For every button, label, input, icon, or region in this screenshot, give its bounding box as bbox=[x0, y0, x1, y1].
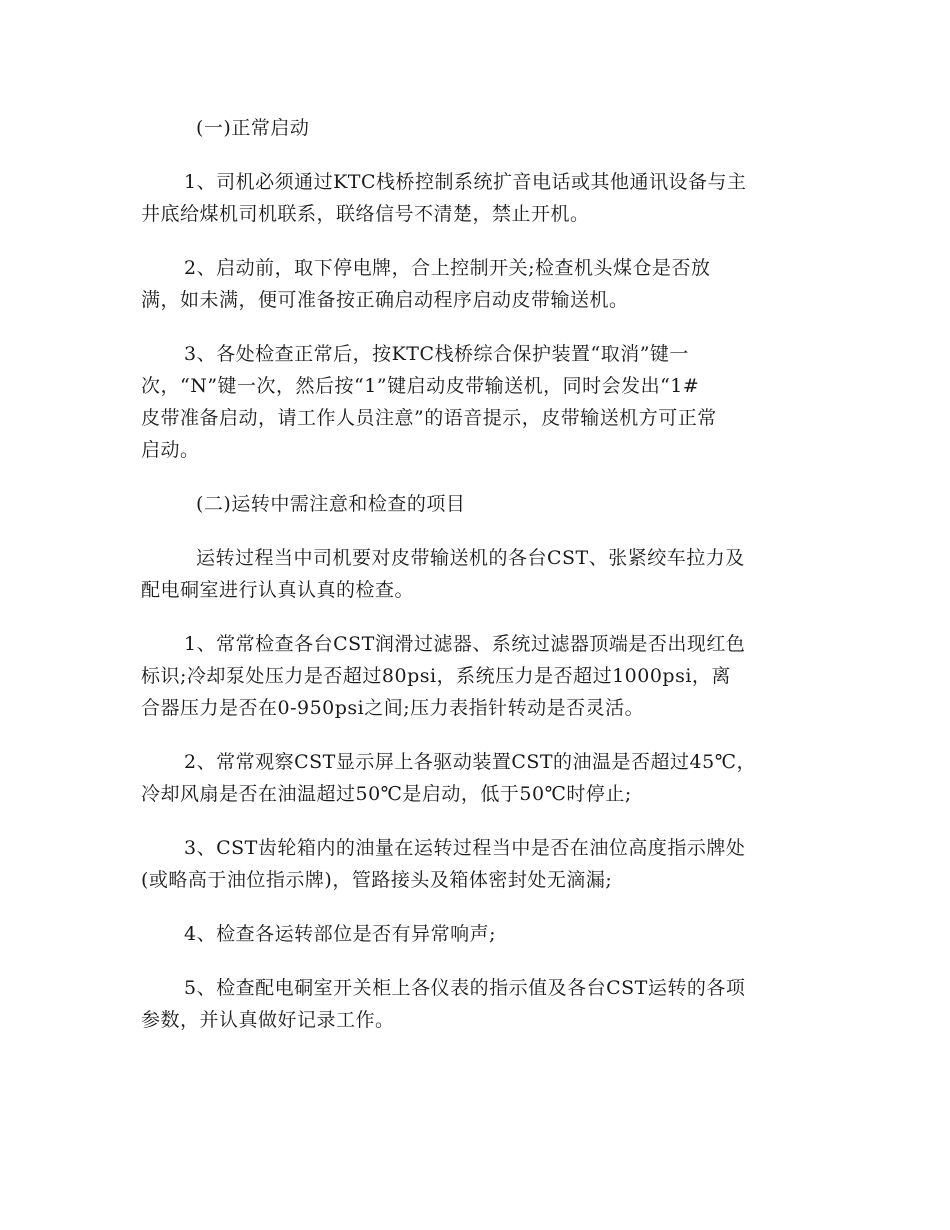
paragraph-line: 1、司机必须通过KTC栈桥控制系统扩音电话或其他通讯设备与主 bbox=[184, 171, 747, 193]
paragraph-line: 2、启动前，取下停电牌，合上控制开关;检查机头煤仓是否放 bbox=[184, 257, 711, 279]
paragraph-line: (或略高于油位指示牌)，管路接头及箱体密封处无滴漏; bbox=[141, 869, 613, 891]
paragraph-check-3 bbox=[141, 832, 809, 896]
section-heading: (一)正常启动 bbox=[196, 117, 310, 139]
paragraph-line: 3、CST齿轮箱内的油量在运转过程当中是否在油位高度指示牌处 bbox=[184, 837, 746, 859]
paragraph-line: 运转过程当中司机要对皮带输送机的各台CST、张紧绞车拉力及 bbox=[196, 547, 745, 569]
paragraph-line: 合器压力是否在0-950psi之间;压力表指针转动是否灵活。 bbox=[141, 697, 645, 719]
paragraph-item-1 bbox=[141, 166, 809, 230]
paragraph-line: 参数，并认真做好记录工作。 bbox=[141, 1009, 395, 1031]
paragraph-line: 5、检查配电硐室开关柜上各仪表的指示值及各台CST运转的各项 bbox=[184, 977, 746, 999]
paragraph-line: 1、常常检查各台CST润滑过滤器、系统过滤器顶端是否出现红色 bbox=[184, 633, 746, 655]
paragraph-check-1 bbox=[141, 628, 809, 724]
paragraph-line: 配电硐室进行认真认真的检查。 bbox=[141, 579, 415, 601]
paragraph-line: 3、各处检查正常后，按KTC栈桥综合保护装置“取消”键一 bbox=[184, 343, 689, 365]
paragraph-check-4 bbox=[141, 918, 809, 950]
paragraph-line: 冷却风扇是否在油温超过50℃是启动，低于50℃时停止; bbox=[141, 783, 632, 805]
paragraph-line: 次，“N”键一次，然后按“1”键启动皮带输送机，同时会发出“1# bbox=[141, 375, 700, 397]
heading-normal-start bbox=[141, 112, 809, 144]
heading-running-checks bbox=[141, 488, 809, 520]
paragraph-line: 4、检查各运转部位是否有异常响声; bbox=[184, 923, 496, 945]
paragraph-line: 启动。 bbox=[141, 439, 200, 461]
document-body bbox=[141, 112, 809, 1036]
section-heading: (二)运转中需注意和检查的项目 bbox=[196, 493, 466, 515]
paragraph-check-2 bbox=[141, 746, 809, 810]
paragraph-item-3 bbox=[141, 338, 809, 466]
paragraph-line: 2、常常观察CST显示屏上各驱动装置CST的油温是否超过45℃， bbox=[184, 751, 756, 773]
paragraph-intro bbox=[141, 542, 809, 606]
paragraph-line: 井底给煤机司机联系，联络信号不清楚，禁止开机。 bbox=[141, 203, 590, 225]
paragraph-check-5 bbox=[141, 972, 809, 1036]
paragraph-line: 皮带准备启动，请工作人员注意”的语音提示，皮带输送机方可正常 bbox=[141, 407, 717, 429]
paragraph-item-2 bbox=[141, 252, 809, 316]
paragraph-line: 满，如未满，便可准备按正确启动程序启动皮带输送机。 bbox=[141, 289, 629, 311]
paragraph-line: 标识;冷却泵处压力是否超过80psi，系统压力是否超过1000psi，离 bbox=[141, 665, 731, 687]
